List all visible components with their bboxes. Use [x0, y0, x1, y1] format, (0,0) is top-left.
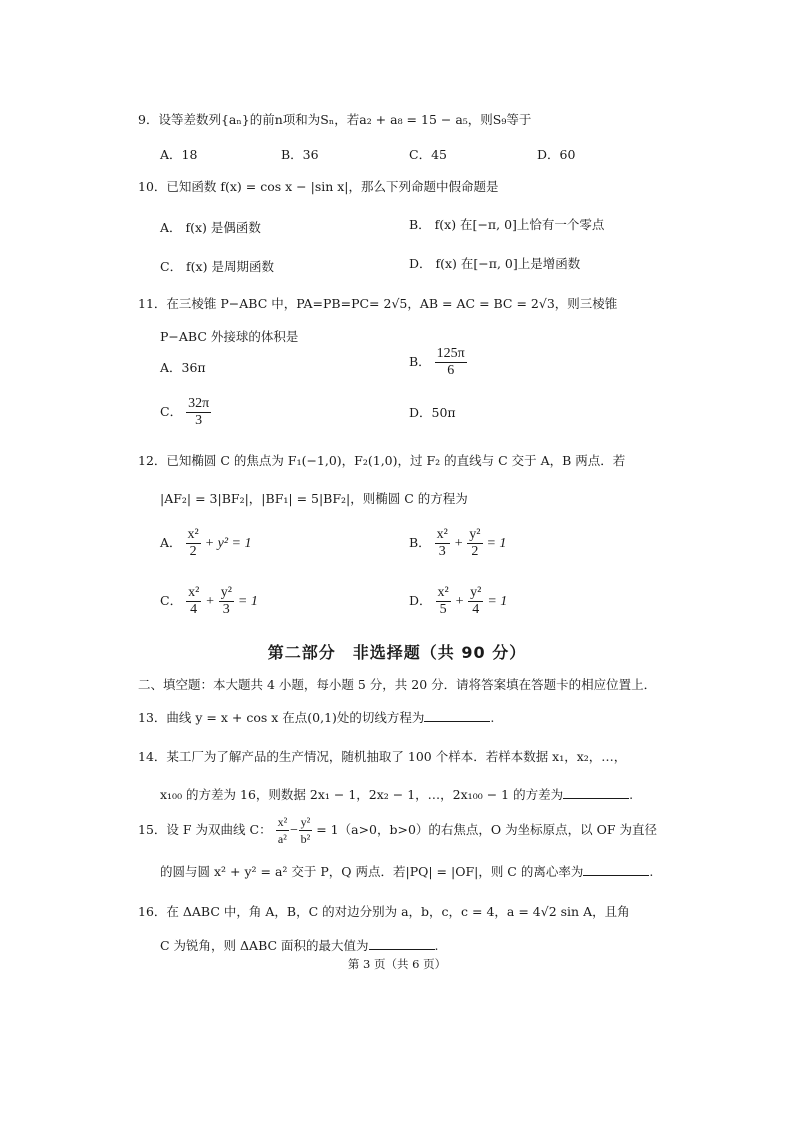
q12-option-b-rest: = 1 [486, 536, 507, 551]
q16-period: . [434, 938, 439, 953]
q12-option-d-numerator-x: x² [437, 585, 449, 600]
q12-option-d-label: D． [409, 593, 432, 608]
q12-option-c-label: C． [160, 593, 183, 608]
q15-denominator-y: b² [300, 832, 311, 846]
q12-option-a-denominator: 2 [189, 544, 197, 559]
q11-option-b-numerator: 125π [436, 346, 465, 361]
q12-option-d-denominator-x: 5 [439, 602, 447, 617]
q15-minus: − [289, 823, 299, 838]
q15-line2 [160, 862, 653, 880]
q12-stem-line2: |AF₂| = 3|BF₂|，|BF₁| = 5|BF₂|，则椭圆 C 的方程为 [160, 491, 468, 506]
q13-answer-blank[interactable] [424, 709, 490, 722]
q12-option-b-fraction-x [435, 527, 450, 560]
q9-stem: 9．设等差数列{aₙ}的前n项和为Sₙ，若a₂ + a₈ = 15 − a₅，则S₉等于 [138, 112, 532, 127]
q10-option-b: B． f(x) 在[−π, 0]上恰有一个零点 [409, 217, 605, 232]
q12-option-c-numerator-y: y² [220, 585, 232, 600]
q13-period: . [490, 710, 495, 725]
q15-period: . [649, 864, 654, 879]
q10-option-d: D． f(x) 在[−π, 0]上是增函数 [409, 256, 581, 271]
q12-option-a [160, 527, 252, 560]
q11-option-c-label: C． [160, 404, 183, 419]
q12-option-c-denominator-y: 3 [222, 602, 230, 617]
q12-option-d-denominator-y: 4 [472, 602, 480, 617]
q15-suffix: = 1（a>0，b>0）的右焦点，O 为坐标原点，以 OF 为直径 [316, 822, 658, 837]
q12-option-a-fraction [186, 527, 201, 560]
q15-fraction-x [276, 814, 290, 847]
q9-option-b: B．36 [281, 147, 319, 162]
q11-option-b-fraction [435, 346, 467, 379]
q13-stem: 13．曲线 y = x + cos x 在点(0,1)处的切线方程为 [138, 710, 425, 725]
q12-option-b-denominator-x: 3 [438, 544, 446, 559]
q15-stem-line2: 的圆与圆 x² + y² = a² 交于 P，Q 两点．若|PQ| = |OF|，则 C 的离心率为 [160, 864, 584, 879]
q11-option-c-fraction [186, 396, 211, 429]
q12-option-d-rest: = 1 [487, 594, 508, 609]
part2-heading: 第二部分 非选择题（共 90 分） [267, 643, 527, 662]
q11-option-c [160, 396, 211, 429]
q13 [138, 708, 494, 726]
q11-option-d: D．50π [409, 405, 456, 420]
q15-numerator-y: y² [300, 815, 311, 829]
q16-stem-line2: C 为锐角，则 ΔABC 面积的最大值为 [160, 938, 369, 953]
q12-option-b-label: B． [409, 535, 431, 550]
q12-option-c-fraction-y [219, 585, 234, 618]
q15-denominator-x: a² [277, 832, 287, 846]
q15-numerator-x: x² [277, 815, 288, 829]
q12-option-c: C． $\frac{\text{x²}}{4}$ + $\frac{\text{y²}}{3}$ = 1 [160, 585, 258, 617]
q9-option-d: D．60 [537, 147, 576, 162]
q10-stem: 10．已知函数 f(x) = cos x − |sin x|，那么下列命题中假命题是 [138, 179, 499, 194]
q11-stem: 11．在三棱锥 P−ABC 中，PA=PB=PC= 2√5，AB = AC = BC = 2√3，则三棱锥 [138, 296, 618, 311]
q11-option-b-label: B． [409, 354, 431, 369]
q12-option-b: B． $\frac{\text{x²}}{3}$ + $\frac{\text{y²}}{2}$ = 1 [409, 527, 507, 559]
q15-answer-blank[interactable] [583, 863, 649, 876]
q12-option-b-denominator-y: 2 [471, 544, 479, 559]
q11-option-c-numerator: 32π [188, 396, 210, 411]
q12-stem: 12．已知椭圆 C 的焦点为 F₁(−1,0)，F₂(1,0)，过 F₂ 的直线与 C 交于 A，B 两点．若 [138, 453, 626, 468]
section2-intro: 二、填空题：本大题共 4 小题，每小题 5 分，共 20 分．请将答案填在答题卡的相应位置上． [138, 677, 657, 692]
q12-option-c-denominator-x: 4 [190, 602, 198, 617]
q15-fraction-y [299, 814, 313, 847]
q16-line2 [160, 936, 439, 954]
q11-stem-line2: P−ABC 外接球的体积是 [160, 329, 299, 344]
q12-option-c-rest: = 1 [237, 594, 258, 609]
q12-option-b-numerator-x: x² [436, 527, 448, 542]
q12-option-c-numerator-x: x² [188, 585, 200, 600]
q12-option-d-fraction-x [436, 585, 451, 618]
q12-option-d: D． $\frac{\text{x²}}{5}$ + $\frac{\text{y²}}{4}$ = 1 [409, 585, 508, 617]
q12-option-a-rest: + y² = 1 [204, 536, 252, 551]
page-footer: 第 3 页（共 6 页） [347, 957, 447, 971]
q14-answer-blank[interactable] [563, 786, 629, 799]
q14-line2 [160, 785, 633, 803]
q12-option-b-fraction-y [467, 527, 482, 560]
q15-prefix: 15．设 F 为双曲线 C： [138, 822, 272, 837]
q12-option-a-label: A． [160, 535, 182, 550]
q14-stem-line2: x₁₀₀ 的方差为 16，则数据 2x₁ − 1，2x₂ − 1，…，2x₁₀₀ − 1 的方差为 [160, 787, 564, 802]
q9-option-a: A．18 [160, 147, 198, 162]
q12-option-d-fraction-y [468, 585, 483, 618]
q10-option-c: C． f(x) 是周期函数 [160, 259, 274, 274]
q11-option-c-denominator: 3 [195, 413, 203, 428]
q12-option-c-fraction-x [186, 585, 201, 618]
q16-answer-blank[interactable] [369, 937, 435, 950]
q12-option-b-numerator-y: y² [469, 527, 481, 542]
q14-period: . [629, 787, 634, 802]
q15-stem [138, 814, 657, 847]
q11-option-b-denominator: 6 [447, 363, 455, 378]
q9-option-c: C．45 [409, 147, 447, 162]
q12-option-d-numerator-y: y² [470, 585, 482, 600]
q12-option-a-numerator: x² [187, 527, 199, 542]
q10-option-a: A． f(x) 是偶函数 [160, 220, 261, 235]
q11-option-a: A．36π [160, 360, 206, 375]
q11-option-b [409, 346, 467, 379]
q16-stem: 16．在 ΔABC 中，角 A，B，C 的对边分别为 a，b，c，c = 4，a = 4√2 sin A，且角 [138, 904, 630, 919]
q14-stem: 14．某工厂为了解产品的生产情况，随机抽取了 100 个样本．若样本数据 x₁，x₂，…， [138, 749, 627, 764]
